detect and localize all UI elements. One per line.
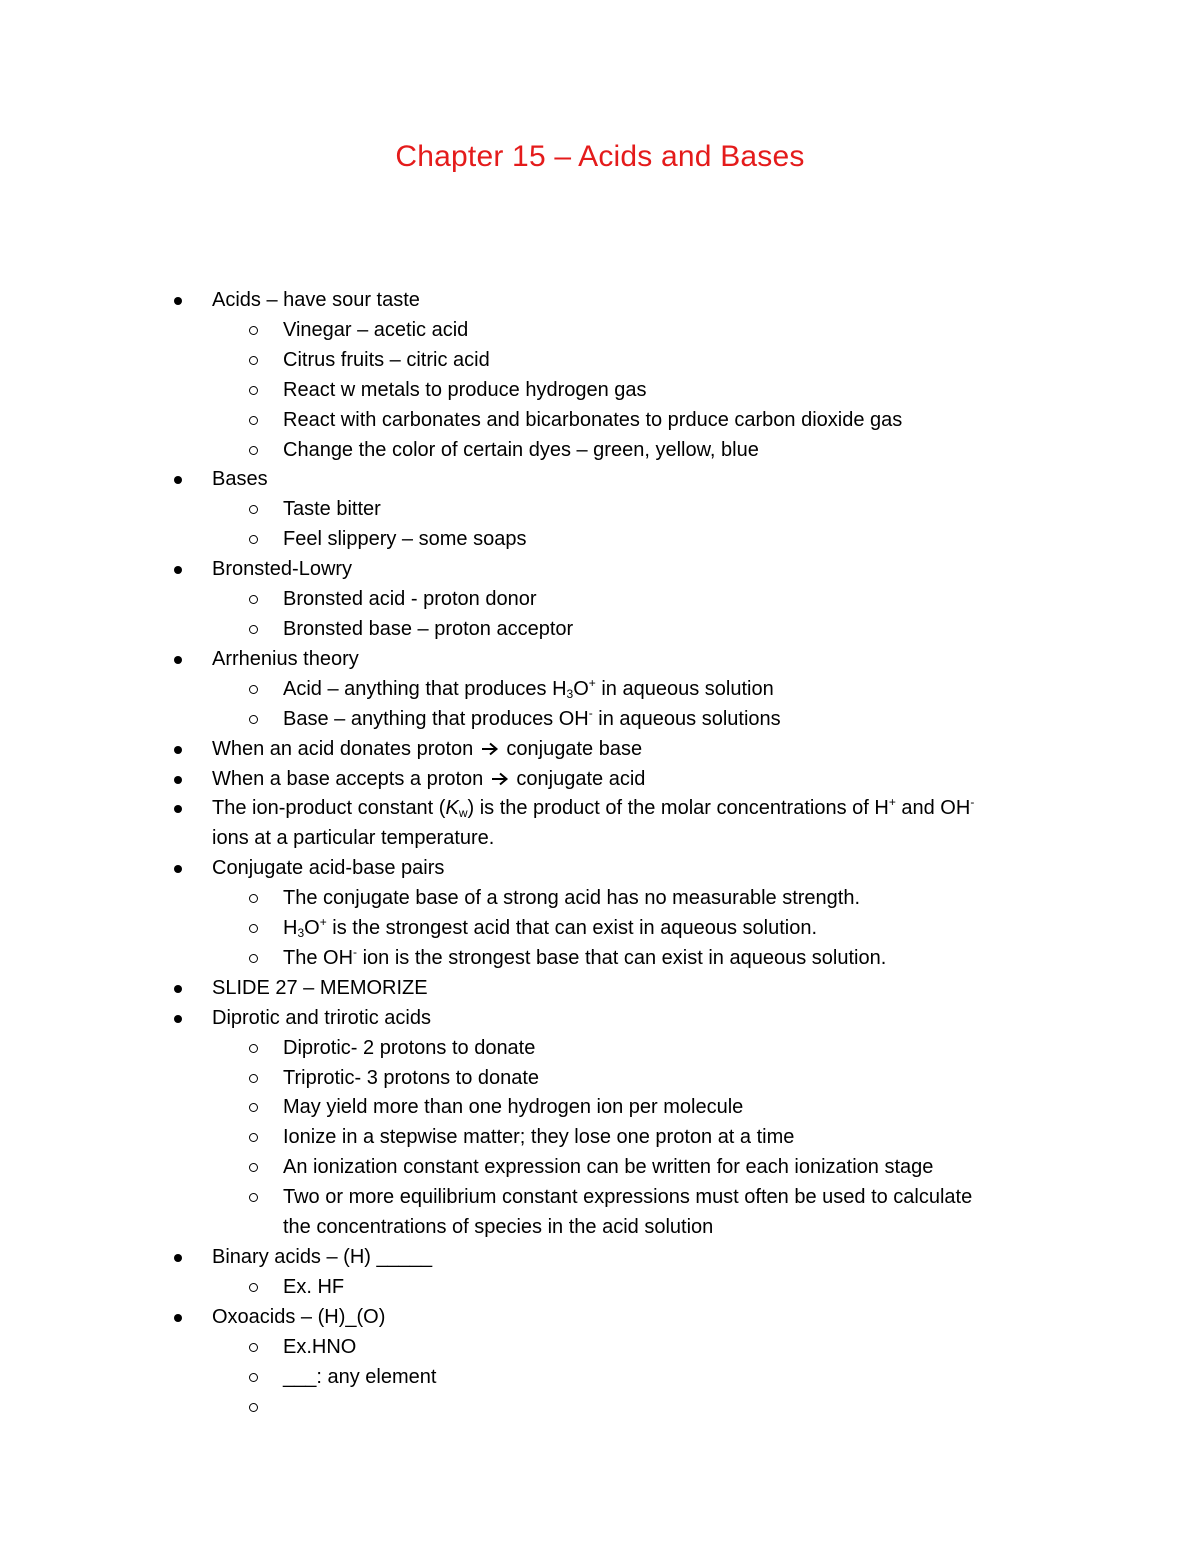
list-item-continuation: ions at a particular temperature. xyxy=(212,827,495,850)
list-item: Ex. HF xyxy=(0,1273,1200,1303)
list-item: Diprotic and trirotic acids xyxy=(0,1004,1200,1034)
list-item: Feel slippery – some soaps xyxy=(0,525,1200,555)
list-item: React w metals to produce hydrogen gas xyxy=(0,376,1200,406)
list-item: ___: any element xyxy=(0,1363,1200,1393)
circle-bullet-icon xyxy=(249,1163,258,1172)
list-item: React with carbonates and bicarbonates to prduce carbon dioxide gas xyxy=(0,406,1200,436)
circle-bullet-icon xyxy=(249,1193,258,1202)
circle-bullet-icon xyxy=(249,954,258,963)
page-title: Chapter 15 – Acids and Bases xyxy=(395,140,805,173)
list-item: The conjugate base of a strong acid has no measurable strength. xyxy=(0,884,1200,914)
circle-bullet-icon xyxy=(249,446,258,455)
list-item: Vinegar – acetic acid xyxy=(0,316,1200,346)
list-item: The OH- ion is the strongest base that can exist in aqueous solution. xyxy=(0,944,1200,974)
circle-bullet-icon xyxy=(249,1403,258,1412)
right-arrow-icon xyxy=(491,772,509,786)
circle-bullet-icon xyxy=(249,535,258,544)
bullet-icon xyxy=(174,566,182,574)
right-arrow-icon xyxy=(481,742,499,756)
list-item: $H_3O^+$ is the strongest acid that can exist in aqueous solution. xyxy=(0,914,1200,944)
list-item: Citrus fruits – citric acid xyxy=(0,346,1200,376)
list-item: SLIDE 27 – MEMORIZE xyxy=(0,974,1200,1004)
circle-bullet-icon xyxy=(249,1373,258,1382)
list-item: Binary acids – (H) _____ xyxy=(0,1243,1200,1273)
list-item: Arrhenius theory xyxy=(0,645,1200,675)
list-item: Acid – anything that produces $H_3O^+$ in aqueous solution xyxy=(0,675,1200,705)
circle-bullet-icon xyxy=(249,1343,258,1352)
list-item: Acids – have sour taste xyxy=(0,286,1200,316)
circle-bullet-icon xyxy=(249,894,258,903)
list-item: Ex.HNO xyxy=(0,1333,1200,1363)
circle-bullet-icon xyxy=(249,1044,258,1053)
circle-bullet-icon xyxy=(249,924,258,933)
list-item: Base – anything that produces OH- in aqueous solutions xyxy=(0,705,1200,735)
list-item: Oxoacids – (H)_(O) xyxy=(0,1303,1200,1333)
list-item: Bronsted base – proton acceptor xyxy=(0,615,1200,645)
bullet-icon xyxy=(174,476,182,484)
circle-bullet-icon xyxy=(249,326,258,335)
bullet-icon xyxy=(174,656,182,664)
bullet-icon xyxy=(174,1254,182,1262)
circle-bullet-icon xyxy=(249,715,258,724)
list-item: Bronsted acid - proton donor xyxy=(0,585,1200,615)
circle-bullet-icon xyxy=(249,386,258,395)
bullet-icon xyxy=(174,1314,182,1322)
bullet-icon xyxy=(174,1015,182,1023)
circle-bullet-icon xyxy=(249,1283,258,1292)
list-item-continuation: the concentrations of species in the acid solution xyxy=(283,1216,714,1239)
bullet-icon xyxy=(174,985,182,993)
list-item: Bases xyxy=(0,465,1200,495)
circle-bullet-icon xyxy=(249,416,258,425)
list-item: Taste bitter xyxy=(0,495,1200,525)
list-item: Two or more equilibrium constant expressions must often be used to calculate xyxy=(0,1183,1200,1213)
bullet-icon xyxy=(174,805,182,813)
notes-list xyxy=(0,286,1200,1393)
list-item: The ion-product constant $(K_w)$ is the product of the molar concentrations of H+ and OH- xyxy=(0,794,1200,824)
list-item: An ionization constant expression can be written for each ionization stage xyxy=(0,1153,1200,1183)
list-item: When a base accepts a proton conjugate acid xyxy=(0,765,1200,795)
list-item: Change the color of certain dyes – green, yellow, blue xyxy=(0,436,1200,466)
circle-bullet-icon xyxy=(249,1133,258,1142)
list-item: Triprotic- 3 protons to donate xyxy=(0,1064,1200,1094)
circle-bullet-icon xyxy=(249,356,258,365)
bullet-icon xyxy=(174,297,182,305)
circle-bullet-icon xyxy=(249,1074,258,1083)
list-item: Conjugate acid-base pairs xyxy=(0,854,1200,884)
bullet-icon xyxy=(174,865,182,873)
list-item: Ionize in a stepwise matter; they lose one proton at a time xyxy=(0,1123,1200,1153)
list-item: May yield more than one hydrogen ion per molecule xyxy=(0,1093,1200,1123)
circle-bullet-icon xyxy=(249,595,258,604)
circle-bullet-icon xyxy=(249,505,258,514)
circle-bullet-icon xyxy=(249,625,258,634)
list-item: Bronsted-Lowry xyxy=(0,555,1200,585)
bullet-icon xyxy=(174,746,182,754)
list-item: When an acid donates proton conjugate base xyxy=(0,735,1200,765)
circle-bullet-icon xyxy=(249,685,258,694)
bullet-icon xyxy=(174,776,182,784)
list-item: Diprotic- 2 protons to donate xyxy=(0,1034,1200,1064)
circle-bullet-icon xyxy=(249,1103,258,1112)
